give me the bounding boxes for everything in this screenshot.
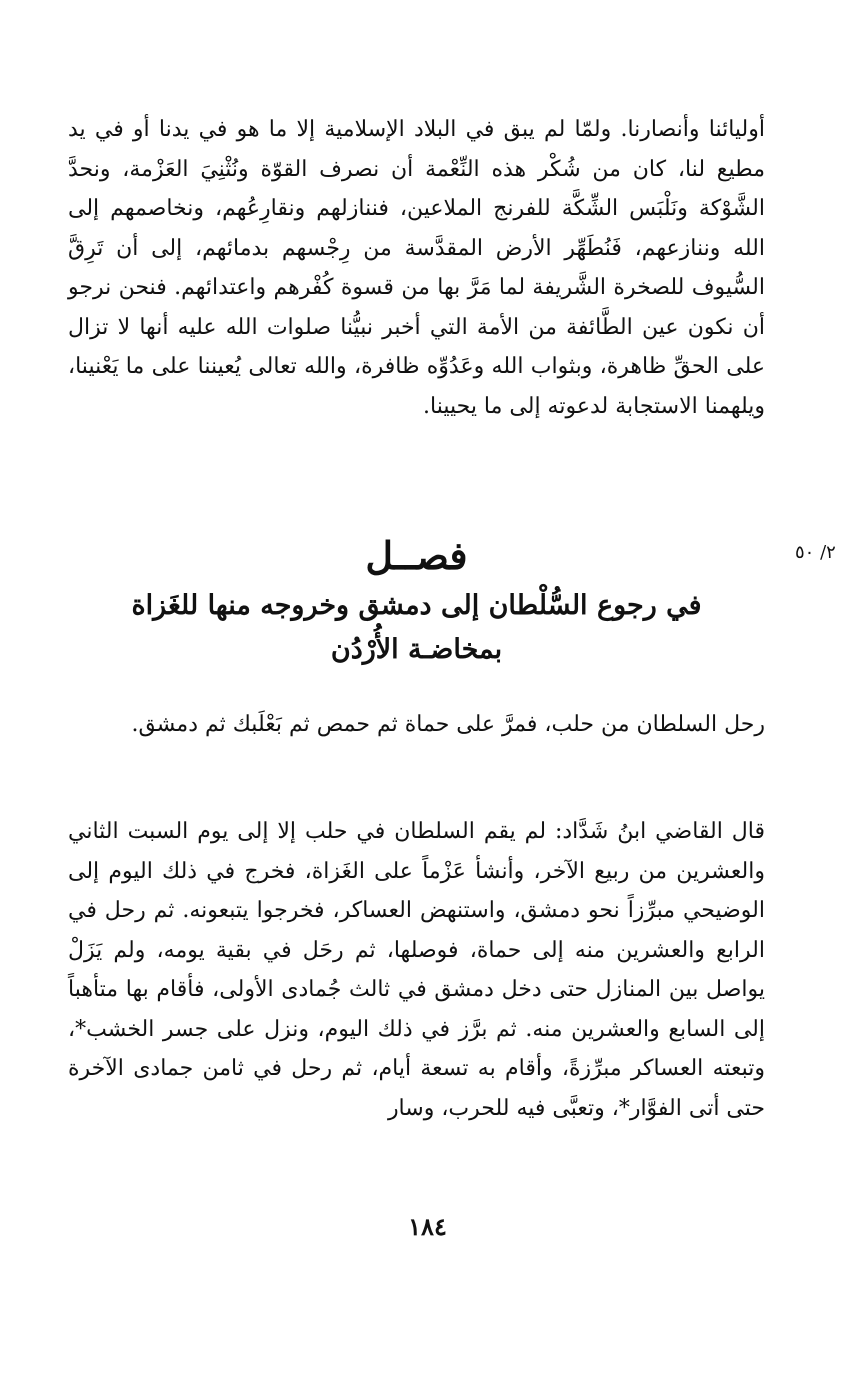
paragraph-intro: أوليائنا وأنصارنا. ولمّا لم يبق في البلاد الإسلامية إلا ما هو في يدنا أو في يد مطيع لنا، كان من شُكْر هذه النِّعْمة أن نصرف القوّة ونُثْنِيَ العَزْمة، ونحدَّ الشَّوْكة ونَلْبَس الشِّكَّة للفرنج الملاعين، فننازلهم ونقارِعُهم، ونخاصمهم إلى الله وننازعهم، فَنُطَهِّر الأرض المقدَّسة من رِجْسهم بدمائهم، إلى أن تَرِقَّ السُّيوف للصخرة الشَّريفة لما مَرَّ بها من قسوة كُفْرهم واعتدائهم. فنحن نرجو أن نكون عين الطَّائفة من الأمة التي أخبر نبيُّنا صلوات الله عليه أنها لا تزال على الحقِّ ظاهرة، وبثواب الله وعَدُوِّه ظافرة، والله تعالى يُعيننا على ما يَعْنينا، ويلهمنا الاستجابة لدعوته إلى ما يحيينا. xyxy=(68,117,765,419)
margin-reference: ٢/ ٥٠ xyxy=(795,542,836,563)
section-heading xyxy=(68,528,765,672)
section-subtitle-line-1: في رجوع السُّلْطان إلى دمشق وخروجه منها للغَزاة xyxy=(131,590,702,621)
page-body xyxy=(68,110,765,426)
paragraph-ibn-shaddad: قال القاضي ابنُ شَدَّاد: لم يقم السلطان في حلب إلا إلى يوم السبت الثاني والعشرين من ربيع الآخر، وأنشأ عَزْماً على الغَزاة، فخرج في ذلك اليوم إلى الوضيحي مبرِّزاً نحو دمشق، واستنهض العساكر، فخرجوا يتبعونه. ثم رحل في الرابع والعشرين منه إلى حماة، فوصلها، ثم رحَل في بقية يومه، ولم يَزَلْ يواصل بين المنازل حتى دخل دمشق في ثالث جُمادى الأولى، فأقام بها متأهباً إلى السابع والعشرين منه. ثم برَّز في ذلك اليوم، ونزل على جسر الخشب*، وتبعته العساكر مبرِّزةً، وأقام به تسعة أيام، ثم رحل في ثامن جمادى الآخرة حتى أتى الفوَّار*، وتعبَّى فيه للحرب، وسار xyxy=(68,819,765,1121)
section-title: فصــل xyxy=(365,533,468,578)
page-number: ١٨٤ xyxy=(408,1212,447,1241)
paragraph-departure: رحل السلطان من حلب، فمرَّ على حماة ثم حمص ثم بَعْلَبك ثم دمشق. xyxy=(131,712,765,737)
section-subtitle-line-2: بمخاضـة الأُرْدُن xyxy=(330,634,503,665)
